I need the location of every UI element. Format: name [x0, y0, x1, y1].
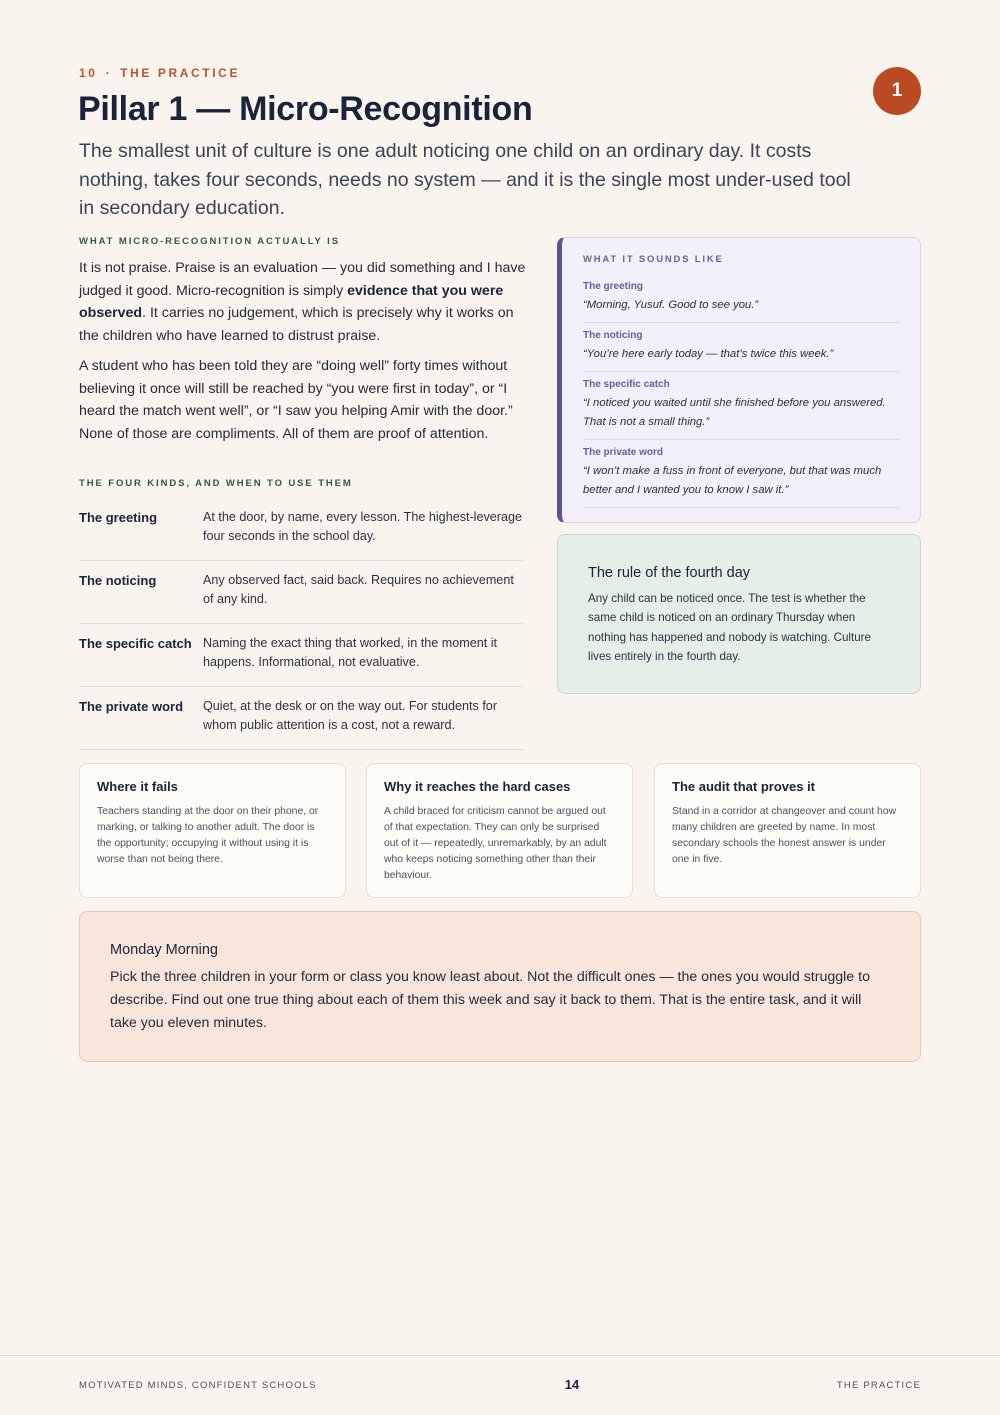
card-body: A child braced for criticism cannot be argued out of that expectation. They can only be surprised out of it — repeatedly, unremarkably, by an adult who keeps noticing something other than their behaviour.: [384, 806, 607, 881]
card-audit: [654, 763, 921, 898]
four-kinds-table: [79, 498, 523, 750]
table-row: [79, 687, 523, 750]
card-heading: Where it fails: [97, 779, 178, 794]
list-item: [583, 274, 900, 323]
sounds-like-panel: [557, 237, 921, 523]
page-footer: [0, 1355, 1000, 1415]
list-item: [583, 440, 900, 508]
paragraph-text: . It carries no judgement, which is precisely why it works on the children who have learned to distrust praise.: [79, 305, 514, 344]
fourth-day-rule-panel: [557, 534, 921, 694]
page-number-label: 10: [79, 66, 98, 80]
sounds-like-heading: WHAT IT SOUNDS LIKE: [583, 254, 724, 265]
card-hard-cases: [366, 763, 633, 898]
list-item: [583, 323, 900, 372]
kind-description: At the door, by name, every lesson. The highest-leverage four seconds in the school day.: [203, 510, 522, 543]
what-it-is-paragraph-1: [79, 257, 527, 347]
kind-name: The private word: [79, 699, 184, 714]
sound-item-label: The noticing: [583, 330, 643, 341]
paragraph-text: It is not praise. Praise is an evaluation — you did something and I have judged it good. Micro-recognition is simply: [79, 260, 526, 299]
info-cards: [79, 763, 921, 898]
footer-section: THE PRACTICE: [836, 1380, 921, 1391]
card-heading: The audit that proves it: [672, 779, 816, 794]
table-row: [79, 624, 523, 687]
list-item: [583, 372, 900, 440]
kind-description: Naming the exact thing that worked, in the moment it happens. Informational, not evaluative.: [203, 636, 498, 669]
sound-item-quote: “You’re here early today — that’s twice this week.”: [583, 348, 834, 360]
section-eyebrow: [79, 66, 240, 80]
kind-name: The noticing: [79, 573, 157, 588]
sound-item-label: The specific catch: [583, 379, 670, 390]
kind-name: The greeting: [79, 510, 158, 525]
page-title: Pillar 1 — Micro-Recognition: [78, 90, 533, 128]
what-it-is-heading: WHAT MICRO-RECOGNITION ACTUALLY IS: [79, 236, 340, 247]
table-row: [79, 498, 523, 561]
rule-heading: The rule of the fourth day: [588, 565, 751, 581]
callout-body: Pick the three children in your form or class you know least about. Not the difficult ones — the ones you would struggle to describe. Find out one true thing about each of them this week and say it back to them. That is the entire task, and it will take you eleven minutes.: [110, 969, 870, 1031]
kind-description: Quiet, at the desk or on the way out. For students for whom public attention is a cost, not a reward.: [203, 699, 498, 732]
card-heading: Why it reaches the hard cases: [384, 779, 571, 794]
kind-description: Any observed fact, said back. Requires no achievement of any kind.: [203, 573, 514, 606]
sound-item-label: The greeting: [583, 281, 644, 292]
card-where-it-fails: [79, 763, 346, 898]
what-it-is-paragraph-2: A student who has been told they are “doing well” forty times without believing it once will still be reached by “you were first in today”, or “I heard the match went well”, or “I saw you helping Amir with the door.” None of those are compliments. All of them are proof of attention.: [79, 358, 513, 442]
footer-book-title: MOTIVATED MINDS, CONFIDENT SCHOOLS: [79, 1380, 317, 1391]
sound-item-quote: “Morning, Yusuf. Good to see you.”: [583, 299, 759, 311]
card-body: Teachers standing at the door on their phone, or marking, or talking to another adult. The door is the opportunity; occupying it without using it is worse than not being there.: [97, 806, 319, 865]
section-label: THE PRACTICE: [120, 66, 241, 80]
sound-item-quote: “I won’t make a fuss in front of everyone, but that was much better and I wanted you to know I saw it.”: [583, 465, 882, 496]
table-row: [79, 561, 523, 624]
lede-paragraph: The smallest unit of culture is one adult noticing one child on an ordinary day. It costs nothing, takes four seconds, needs no system — and it is the single most under-used tool in secondary education.: [79, 140, 851, 219]
sound-item-quote: “I noticed you waited until she finished before you answered. That is not a small thing.”: [583, 397, 886, 428]
monday-morning-callout: [79, 911, 921, 1062]
footer-page-number: 14: [564, 1377, 580, 1392]
callout-heading: Monday Morning: [110, 942, 218, 958]
separator-dot: ·: [105, 66, 113, 80]
pillar-number-badge: 1: [873, 67, 921, 115]
kind-name: The specific catch: [79, 636, 192, 651]
card-body: Stand in a corridor at changeover and count how many children are greeted by name. In most secondary schools the honest answer is under one in five.: [672, 806, 897, 865]
rule-body: Any child can be noticed once. The test is whether the same child is noticed on an ordinary Thursday when nothing has happened and nobody is watching. Culture lives entirely in the fourth day.: [588, 592, 871, 663]
sound-item-label: The private word: [583, 447, 664, 458]
bold-emphasis: evidence that you were observed: [79, 282, 504, 321]
four-kinds-heading: THE FOUR KINDS, AND WHEN TO USE THEM: [79, 478, 353, 489]
